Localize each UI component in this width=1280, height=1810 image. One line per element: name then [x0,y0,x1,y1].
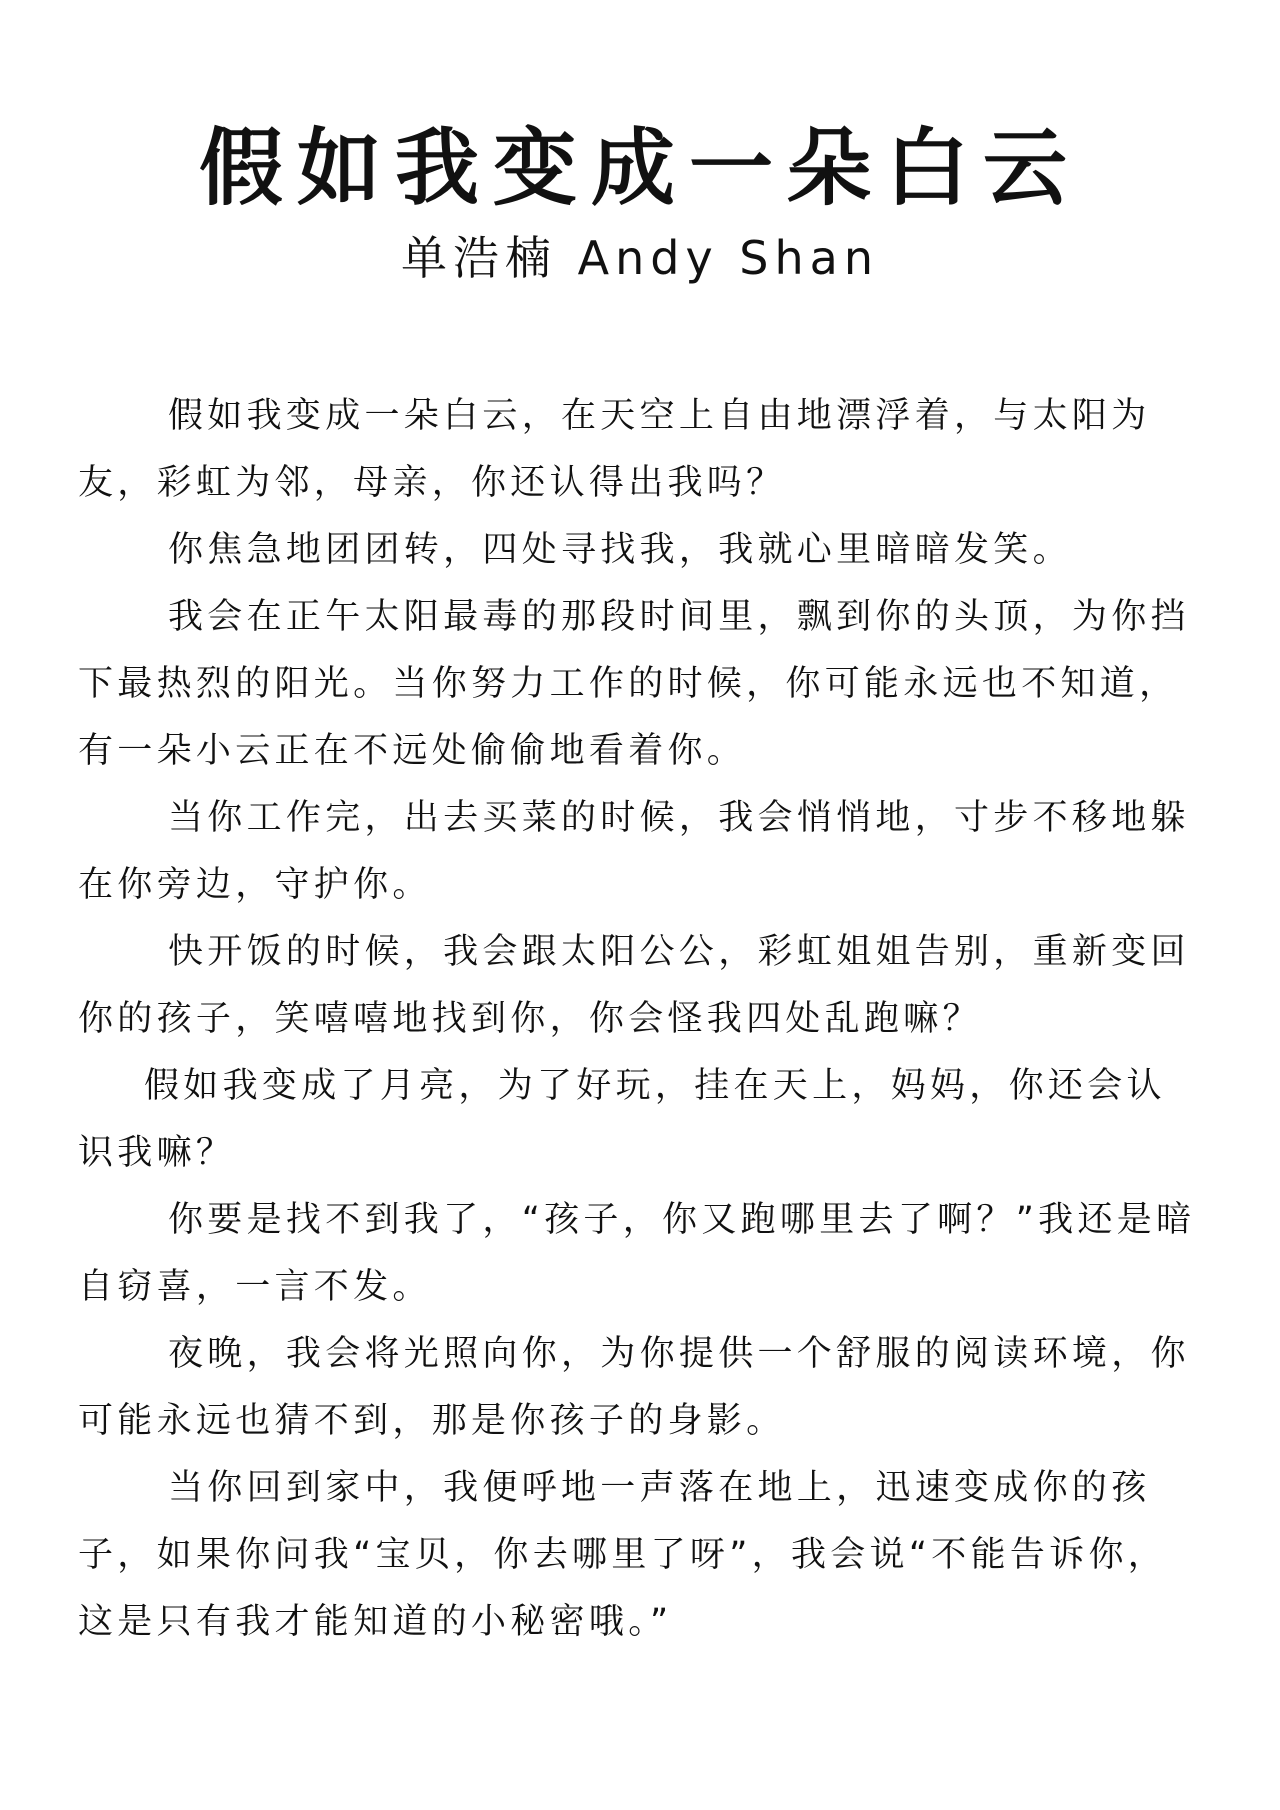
essay-body [78,383,1200,1656]
paragraph: 当你回到家中，我便呼地一声落在地上，迅速变成你的孩子，如果你问我“宝贝，你去哪里了呀”，我会说“不能告诉你，这是只有我才能知道的小秘密哦。” [78,1468,1168,1642]
author-line: 单浩楠 Andy Shan [401,231,879,285]
paragraph: 假如我变成了月亮，为了好玩，挂在天上，妈妈，你还会认识我嘛？ [78,1066,1166,1173]
paragraph: 夜晚，我会将光照向你，为你提供一个舒服的阅读环境，你可能永远也猜不到，那是你孩子的身影。 [78,1334,1190,1441]
paragraph: 你焦急地团团转，四处寻找我，我就心里暗暗发笑。 [168,530,1072,570]
paragraph: 当你工作完，出去买菜的时候，我会悄悄地，寸步不移地躲在你旁边，守护你。 [78,798,1190,905]
paragraph: 假如我变成一朵白云，在天空上自由地漂浮着，与太阳为友，彩虹为邻，母亲，你还认得出我吗？ [78,396,1151,503]
paragraph: 你要是找不到我了，“孩子，你又跑哪里去了啊？”我还是暗自窃喜，一言不发。 [78,1200,1196,1307]
paragraph: 快开饭的时候，我会跟太阳公公，彩虹姐姐告别，重新变回你的孩子，笑嘻嘻地找到你，你会怪我四处乱跑嘛？ [78,932,1190,1039]
paragraph: 我会在正午太阳最毒的那段时间里，飘到你的头顶，为你挡下最热烈的阳光。当你努力工作的时候，你可能永远也不知道，有一朵小云正在不远处偷偷地看着你。 [78,597,1190,771]
page-title: 假如我变成一朵白云 [198,119,1081,217]
